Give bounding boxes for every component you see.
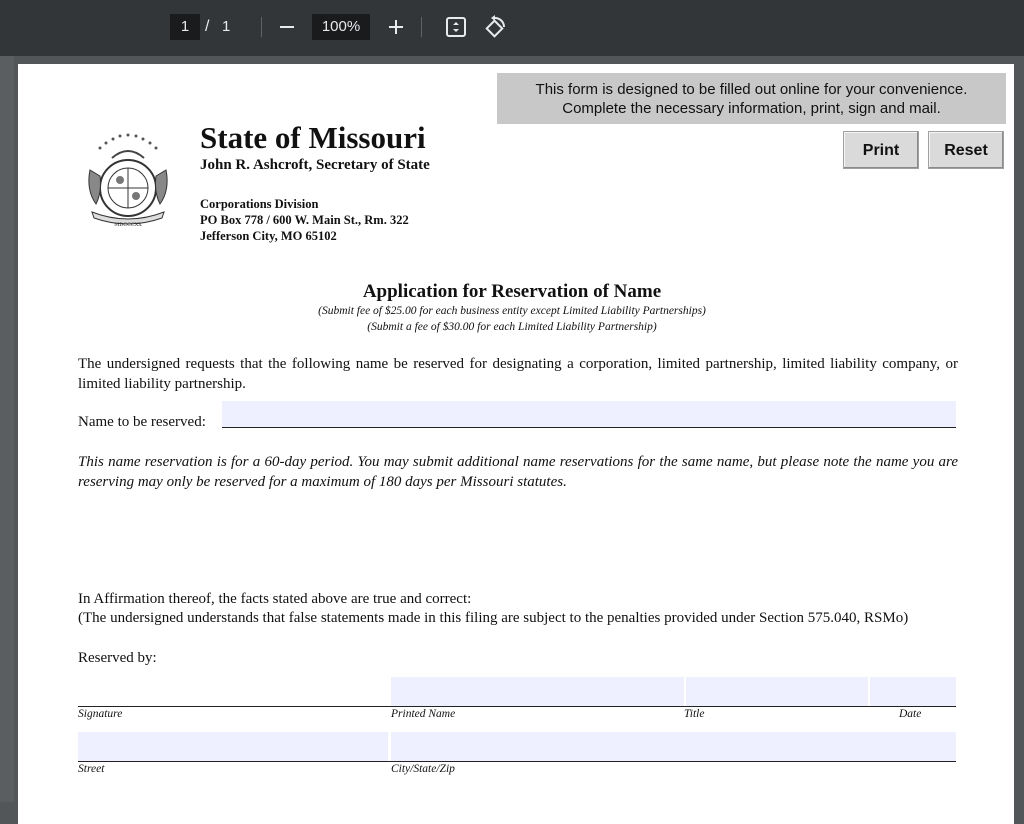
state-title: State of Missouri bbox=[200, 120, 426, 155]
secretary-name: John R. Ashcroft, Secretary of State bbox=[200, 157, 430, 173]
date-input[interactable] bbox=[870, 677, 956, 706]
zoom-out-button[interactable] bbox=[272, 12, 302, 42]
page-total: 1 bbox=[222, 18, 231, 35]
missouri-state-seal bbox=[82, 130, 174, 230]
penalty-note: (The undersigned understands that false statements made in this filing are subject to the penalties provided under Section 575.040, RSMo) bbox=[78, 610, 909, 626]
zoom-level-input[interactable]: 100% bbox=[312, 14, 370, 40]
date-caption: Date bbox=[899, 708, 922, 720]
name-label: Name to be reserved: bbox=[78, 414, 206, 430]
city-caption: City/State/Zip bbox=[391, 763, 455, 775]
title-caption: Title bbox=[684, 708, 705, 720]
notice-line-1: This form is designed to be filled out online for your convenience. bbox=[535, 81, 968, 98]
page-number-input[interactable]: 1 bbox=[170, 14, 200, 40]
signature-field bbox=[78, 677, 388, 706]
reserved-by-label: Reserved by: bbox=[78, 650, 157, 666]
period-note: This name reservation is for a 60-day period. You may submit additional name reservations for the same name, but please note the name you are reserving may only be reserved for a maximum of 180 days per Missouri statutes. bbox=[78, 454, 958, 490]
toolbar-divider bbox=[261, 17, 262, 37]
seal-icon bbox=[82, 130, 174, 230]
street-caption: Street bbox=[78, 763, 105, 775]
street-input[interactable] bbox=[78, 732, 388, 761]
rotate-icon bbox=[483, 15, 507, 39]
division-name: Corporations Division bbox=[200, 197, 319, 211]
address-row-underline bbox=[78, 761, 956, 762]
city-state-zip-input[interactable] bbox=[391, 732, 956, 761]
rotate-button[interactable] bbox=[480, 12, 510, 42]
intro-paragraph: The undersigned requests that the following name be reserved for designating a corporation, limited partnership, limited liability company, or limited liability partnership. bbox=[78, 356, 958, 392]
signature-row-underline bbox=[78, 706, 956, 707]
pdf-toolbar bbox=[0, 0, 1024, 56]
online-form-notice bbox=[497, 73, 1006, 124]
form-title: Application for Reservation of Name bbox=[362, 281, 662, 302]
printed-name-input[interactable] bbox=[391, 677, 684, 706]
reset-button[interactable]: Reset bbox=[928, 131, 1004, 169]
address-line-2: Jefferson City, MO 65102 bbox=[200, 229, 337, 243]
minus-icon bbox=[279, 19, 295, 35]
fit-page-icon bbox=[445, 16, 467, 38]
fee-note-2: (Submit a fee of $30.00 for each Limited Liability Partnership) bbox=[367, 321, 657, 333]
printed-name-caption: Printed Name bbox=[391, 708, 456, 720]
signature-caption: Signature bbox=[78, 708, 123, 720]
affirmation-line: In Affirmation thereof, the facts stated above are true and correct: bbox=[78, 591, 472, 607]
notice-line-2: Complete the necessary information, print, sign and mail. bbox=[562, 100, 941, 117]
name-to-reserve-input[interactable] bbox=[222, 401, 956, 427]
name-underline bbox=[222, 427, 956, 428]
address-line-1: PO Box 778 / 600 W. Main St., Rm. 322 bbox=[200, 213, 409, 227]
plus-icon bbox=[388, 19, 404, 35]
fit-to-page-button[interactable] bbox=[441, 12, 471, 42]
svg-text:MDCCCXX: MDCCCXX bbox=[114, 222, 142, 228]
title-input[interactable] bbox=[686, 677, 868, 706]
print-button[interactable]: Print bbox=[843, 131, 919, 169]
toolbar-divider bbox=[421, 17, 422, 37]
viewer-gutter bbox=[0, 56, 14, 802]
page-separator: / bbox=[205, 18, 210, 35]
zoom-in-button[interactable] bbox=[381, 12, 411, 42]
fee-note-1: (Submit fee of $25.00 for each business entity except Limited Liability Partnerships) bbox=[318, 305, 706, 317]
